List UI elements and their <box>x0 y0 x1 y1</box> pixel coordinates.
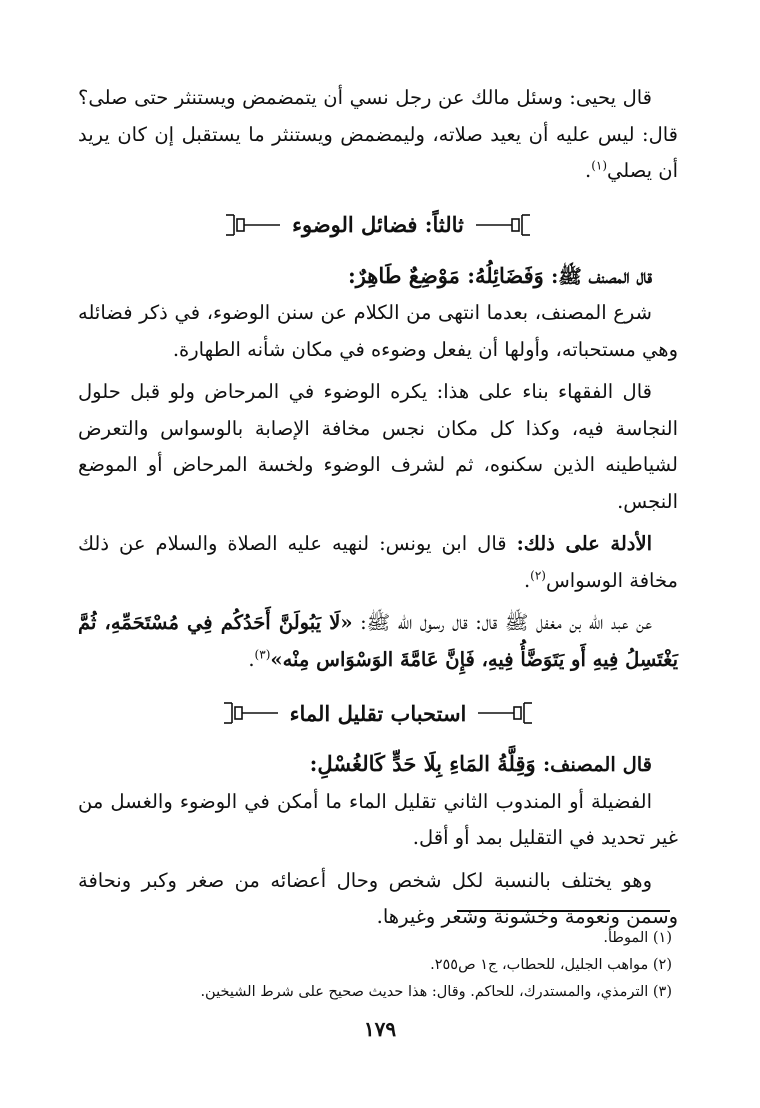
period: . <box>523 568 531 592</box>
paragraph-reduce-water: الفضيلة أو المندوب الثاني تقليل الماء ما أمكن في الوضوء والغسل من غير تحديد في التقليل بمد أو أقل. <box>78 789 678 849</box>
page-body <box>78 80 678 936</box>
bracket-ornament-icon <box>474 213 544 237</box>
paragraph-hadith <box>78 605 678 678</box>
hadith-intro: عن عبد الله بن مغفل ﷺ قال: قال رسول الله ﷺ: <box>352 611 652 634</box>
paragraph-explanation: شرع المصنف، بعدما انتهى من الكلام عن سنن الوضوء، في ذكر فضائله وهي مستحباته، وأولها أن يفعل وضوءه في مكان شأنه الطهارة. <box>78 301 678 361</box>
footnote-divider <box>457 910 670 912</box>
footnotes <box>90 925 672 1006</box>
footnote-1: (١) الموطأ. <box>603 930 672 946</box>
section-heading-virtues <box>78 208 678 242</box>
page-number: ١٧٩ <box>363 1017 397 1041</box>
hadith-text: «لَا يَبُولَنَّ أَحَدُكُم فِي مُسْتَحَمِّهِ، ثُمَّ يَغْتَسِلُ فِيهِ أَو يَتَوَضَّأُ فِيهِ، فَإِنَّ عَامَّةَ الوَسْوَاس مِنْه» <box>78 611 678 671</box>
paragraph-evidence <box>78 526 678 599</box>
footnote-ref-1[interactable]: (١) <box>591 158 608 173</box>
matn-text: وَقِلَّةُ المَاءِ بِلَا حَدٍّ كَالغُسْلِ: <box>309 751 543 776</box>
paragraph-yahya <box>78 80 678 190</box>
paragraph-text: قال يحيى: وسئل مالك عن رجل نسي أن يتمضمض ويستنثر حتى صلى؟ قال: ليس عليه أن يعيد صلاته، وليمضمض ويستنثر ما يستقبل إن كان يريد أن يصلي <box>78 86 678 182</box>
bracket-ornament-icon <box>212 213 282 237</box>
paragraph-fuqaha: قال الفقهاء بناء على هذا: يكره الوضوء في المرحاض ولو قبل حلول النجاسة فيه، وكذا كل مكان نجس مخافة الإصابة بالوسواس والتعرض لشياطينه الذين سكنوه، ثم لشرف الوضوء ولخسة المرحاض أو الموضع النجس. <box>78 380 678 513</box>
evidence-label: الأدلة على ذلك: <box>516 532 652 555</box>
section-heading-text: ثالثاً: فضائل الوضوء <box>292 212 464 237</box>
footnote-2: (٢) مواهب الجليل، للحطاب، ج١ ص٢٥٥. <box>430 957 672 973</box>
footnote-ref-3[interactable]: (٣) <box>254 647 271 661</box>
author-quote-water <box>78 746 678 784</box>
paragraph-varies: وهو يختلف بالنسبة لكل شخص وحال أعضائه من صغر وكبر ونحافة وسمن ونعومة وخشونة وشعر وغيرها. <box>78 868 678 928</box>
section-heading-water <box>78 696 678 730</box>
author-quote-virtues <box>78 258 678 296</box>
evidence-text: قال ابن يونس: لنهيه عليه الصلاة والسلام عن ذلك مخافة الوسواس <box>78 532 678 592</box>
period: . <box>584 159 592 182</box>
bracket-ornament-icon <box>476 701 546 725</box>
section-heading-text: استحباب تقليل الماء <box>289 700 467 726</box>
bracket-ornament-icon <box>210 701 280 725</box>
footnote-3: (٣) الترمذي، والمستدرك، للحاكم. وقال: هذا حديث صحيح على شرط الشيخين. <box>200 984 672 1000</box>
author-label: قال المصنف: <box>542 753 652 776</box>
matn-text: وَفَضَائِلُهُ: مَوْضِعٌ طَاهِرٌ: <box>347 262 552 288</box>
author-label: قال المصنف ﷺ: <box>551 264 652 288</box>
footnote-ref-2[interactable]: (٢) <box>530 568 546 582</box>
period: . <box>248 647 255 671</box>
